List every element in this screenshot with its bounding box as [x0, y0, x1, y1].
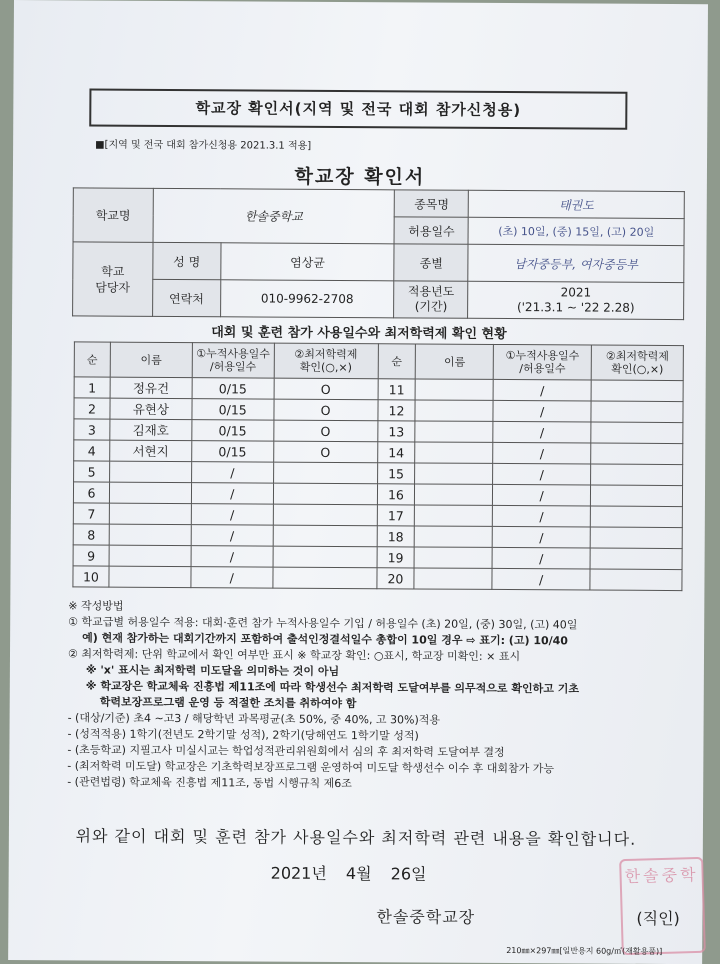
row-name-right: [415, 421, 493, 442]
principal-name: 한솔중학교장: [376, 907, 476, 927]
seal-mark: (직인): [636, 908, 680, 929]
row-name-right: [415, 400, 493, 421]
staff-label-line2: 담당자: [95, 280, 131, 295]
confirmation-text: 위와 같이 대회 및 훈련 참가 사용일수와 최저학력 관련 내용을 확인합니다.: [75, 826, 637, 849]
row-days-right: /: [493, 505, 591, 527]
row-days: 0/15: [192, 378, 274, 399]
row-days: /: [191, 504, 273, 525]
row-check-right: [591, 464, 683, 486]
row-check: [273, 462, 377, 484]
row-days-right: /: [492, 526, 590, 548]
row-no: 4: [74, 440, 110, 461]
row-days-right: /: [492, 547, 590, 569]
col-academic-right-line2: 확인(○,×): [611, 362, 664, 376]
year-label-line1: 적용년도: [407, 284, 455, 299]
note-1a: ① 학교급별 허용일수 적용: 대회·훈련 참가 누적사용일수 기입 / 허용일수 (초) 20일, (중) 30일, (고) 40일: [68, 615, 578, 632]
row-name-right: [414, 568, 492, 589]
col-days-line1: ①누적사용일수: [196, 347, 270, 361]
date-month: 4월: [345, 864, 372, 884]
row-no-right: 16: [377, 484, 415, 505]
row-days: 0/15: [191, 441, 273, 462]
row-check: O: [273, 441, 377, 463]
document-title: 학교장 확인서: [294, 165, 426, 189]
school-name-value: 한솔중학교: [153, 188, 395, 243]
col-academic-line2: 확인(○,×): [299, 360, 352, 375]
row-check: [273, 483, 377, 505]
paper-spec-footer: 210㎜×297㎜[일반용지 60g/㎡(재활용품)]: [506, 946, 663, 956]
allowed-days-label: 허용일수: [394, 217, 468, 244]
row-no: 10: [73, 566, 109, 587]
row-check: [273, 525, 377, 547]
year-label: [394, 281, 468, 318]
row-no-right: 20: [376, 568, 414, 589]
row-check: O: [274, 399, 378, 421]
event-label: 종목명: [395, 190, 469, 217]
row-days-right: /: [492, 568, 590, 590]
col-days-line2: /허용일수: [209, 360, 257, 374]
row-name-right: [415, 484, 493, 505]
row-days-right: /: [493, 442, 591, 464]
detail-3: - (초등학교) 지필고사 미실시교는 학업성적관리위원회에서 심의 후 최저학력 도달여부 결정: [67, 743, 505, 760]
name-value: 염상균: [221, 243, 395, 281]
row-check-right: [591, 443, 683, 465]
detail-2: - (성적적용) 1학기(전년도 2학기말 성적), 2학기(당해연도 1학기말 성적): [67, 727, 419, 743]
row-no-right: 15: [377, 463, 415, 484]
row-days: /: [191, 567, 273, 588]
year-value: 2021: [560, 285, 592, 300]
school-info-table: [72, 187, 685, 320]
row-no: 5: [74, 461, 110, 482]
contact-label: 연락처: [152, 279, 220, 316]
event-value: 태권도: [468, 190, 684, 218]
row-days-right: /: [493, 463, 591, 485]
row-name: [110, 461, 192, 482]
table-row: [73, 566, 682, 591]
row-days: /: [191, 525, 273, 546]
row-name: [109, 524, 191, 545]
stamp-text: 한솔중학: [624, 864, 699, 887]
row-days-right: /: [493, 400, 591, 422]
row-days-right: /: [493, 484, 591, 506]
row-name: [109, 566, 191, 587]
school-name-label: 학교명: [73, 188, 153, 242]
row-name-right: [415, 463, 493, 484]
col-days-right-line1: ①누적사용일수: [505, 349, 580, 363]
col-academic-right: [591, 345, 683, 381]
allowed-days-value: (초) 10일, (중) 15일, (고) 20일: [468, 217, 684, 245]
row-days: 0/15: [192, 399, 274, 420]
table-header-row: [74, 342, 683, 381]
row-no-right: 17: [377, 505, 415, 526]
row-no: 8: [73, 524, 109, 545]
note-4b: 학력보장프로그램 운영 등 적절한 조치를 취하여야 함: [99, 695, 357, 711]
category-label: 종별: [394, 244, 468, 281]
row-no: 9: [73, 545, 109, 566]
row-name: [109, 545, 191, 566]
row-days: /: [191, 546, 273, 567]
row-name: 정유건: [110, 377, 192, 398]
col-name-right: 이름: [416, 344, 494, 379]
row-no: 7: [73, 503, 109, 524]
staff-label-line1: 학교: [101, 264, 125, 279]
row-check: O: [274, 378, 378, 400]
row-days: 0/15: [192, 420, 274, 441]
row-check: [273, 546, 377, 568]
name-label: 성 명: [153, 242, 221, 279]
period-value: ('21.3.1 ~ '22 2.28): [516, 300, 635, 315]
row-no: 6: [73, 482, 109, 503]
row-check-right: [591, 422, 683, 444]
year-label-line2: (기간): [414, 299, 448, 314]
notes-heading: ※ 작성방법: [68, 599, 124, 613]
row-days: /: [191, 462, 273, 483]
row-check-right: [590, 506, 682, 528]
note-1b: 예) 현재 참가하는 대회기간까지 포함하여 출석인정결석일수 총합이 10일 경우 ⇨ 표기: (고) 10/40: [82, 631, 569, 648]
col-days-right: [493, 344, 591, 380]
row-check-right: [591, 380, 683, 402]
row-name-right: [416, 379, 494, 400]
row-check-right: [590, 569, 682, 591]
row-check-right: [590, 527, 682, 549]
instructions: [67, 598, 698, 794]
note-4a: ※ 학교장은 학교체육 진흥법 제11조에 따라 학생선수 최저학력 도달여부를 의무적으로 확인하고 기초: [85, 679, 580, 696]
category-value: 남자중등부, 여자중등부: [468, 244, 684, 282]
col-days-right-line2: /허용일수: [519, 362, 566, 376]
row-name: [109, 503, 191, 524]
row-check-right: [590, 485, 682, 507]
row-name-right: [415, 442, 493, 463]
row-no: 2: [74, 398, 110, 419]
col-academic-line1: ②최저학력제: [294, 347, 358, 362]
document-paper: [8, 0, 708, 964]
header-title: 학교장 확인서(지역 및 전국 대회 참가신청용): [89, 88, 627, 129]
row-days-right: /: [493, 421, 591, 443]
row-no: 3: [74, 419, 110, 440]
issue-date: [271, 861, 427, 885]
row-name: 김재호: [110, 419, 192, 440]
date-day: 26일: [390, 864, 427, 884]
note-3: ※ 'x' 표시는 최저학력 미도달을 의미하는 것이 아님: [85, 663, 340, 678]
year-cell: [468, 281, 684, 319]
row-name: 서현지: [110, 440, 192, 461]
row-check: O: [273, 420, 377, 442]
detail-4: - (최저학력 미도달) 학교장은 기초학력보장프로그램 운영하여 미도달 학생선수 이수 후 대회참가 가능: [67, 759, 555, 776]
row-no-right: 14: [377, 442, 415, 463]
row-days: /: [191, 483, 273, 504]
row-no-right: 12: [377, 400, 415, 421]
row-no: 1: [74, 377, 110, 398]
row-no-right: 19: [377, 547, 415, 568]
row-check: [273, 504, 377, 526]
col-academic: [274, 343, 378, 379]
row-check-right: [590, 548, 682, 570]
row-no-right: 13: [377, 421, 415, 442]
detail-1: - (대상/기준) 초4 ~고3 / 해당학년 과목평균(초 50%, 중 40%, 고 30%)적용: [67, 711, 441, 727]
row-name-right: [415, 505, 493, 526]
row-check: [273, 567, 377, 589]
staff-label: [73, 242, 153, 316]
col-days: [192, 343, 274, 378]
col-no: 순: [74, 342, 110, 377]
col-no-right: 순: [378, 344, 416, 379]
col-academic-right-line1: ②최저학력제: [605, 349, 669, 364]
date-year: 2021년: [270, 863, 327, 883]
row-check-right: [591, 401, 683, 423]
col-name: 이름: [110, 342, 192, 377]
note-2: ② 최저학력제: 단위 학교에서 확인 여부만 표시 ※ 학교장 확인: ○표시, 학교장 미확인: × 표시: [67, 647, 521, 664]
contact-value: 010-9962-2708: [220, 280, 394, 318]
row-no-right: 18: [377, 526, 415, 547]
row-name-right: [415, 526, 493, 547]
row-name-right: [414, 547, 492, 568]
athlete-status-table: [72, 341, 683, 591]
top-note: ■[지역 및 전국 대회 참가신청용 2021.3.1 적용]: [95, 139, 312, 152]
status-table-title: 대회 및 훈련 참가 사용일수와 최저학력제 확인 현황: [211, 325, 507, 343]
detail-5: - (관련법령) 학교체육 진흥법 제11조, 동법 시행규칙 제6조: [67, 775, 352, 791]
row-name: [109, 482, 191, 503]
row-no-right: 11: [378, 379, 416, 400]
row-name: 유현상: [110, 398, 192, 419]
row-days-right: /: [493, 379, 591, 401]
